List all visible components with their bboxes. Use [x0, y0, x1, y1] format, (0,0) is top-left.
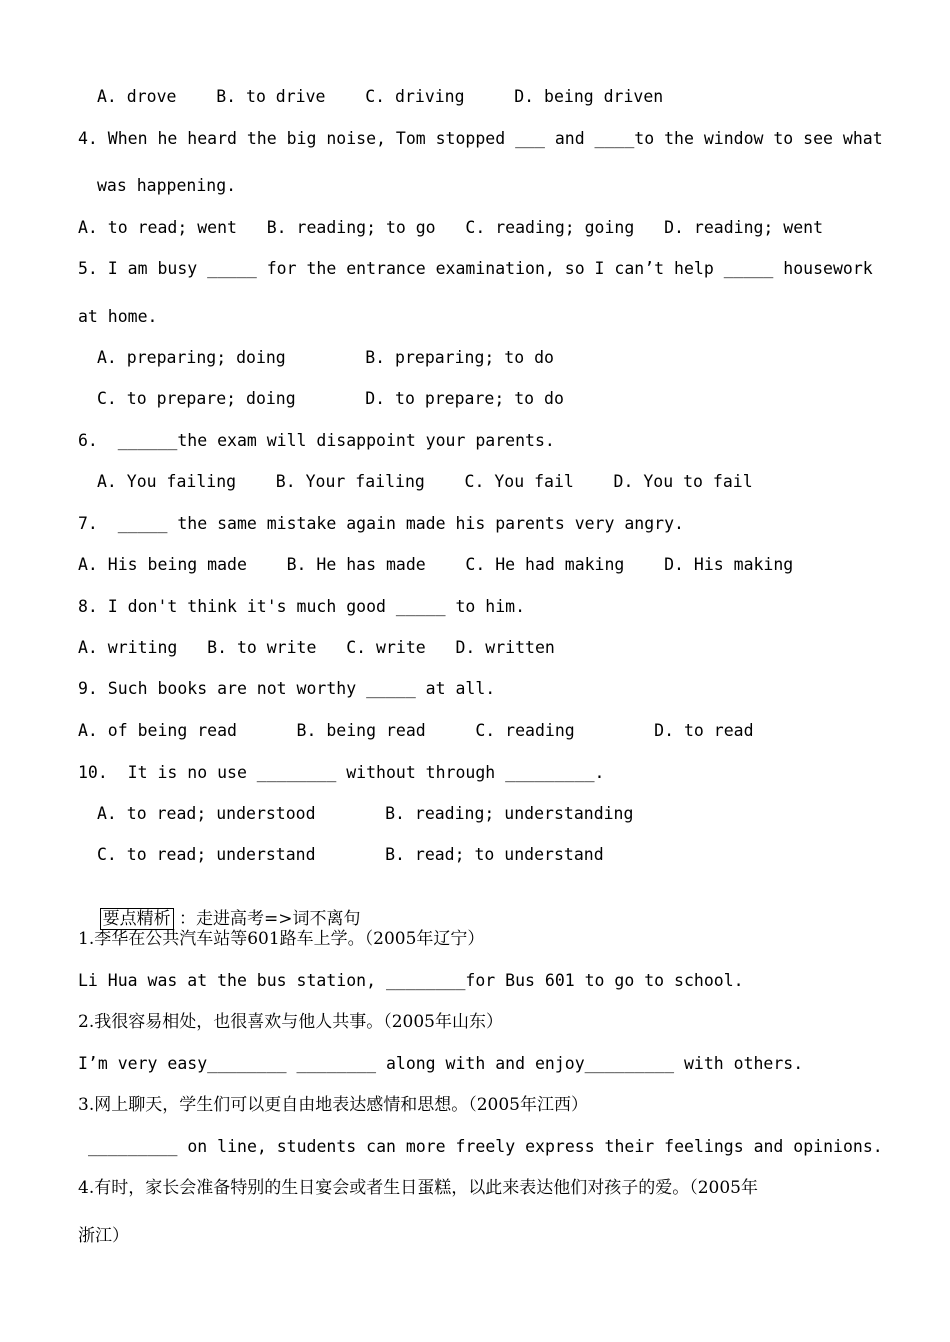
options-4: A. to read; went B. reading; to go C. reading; going D. reading; went [78, 218, 824, 237]
options-10-ab: A. to read; understood B. reading; understanding [97, 804, 634, 823]
question-4: 4. When he heard the big noise, Tom stopped ___ and ____to the window to see what [78, 129, 883, 148]
options-5-cd: C. to prepare; doing D. to prepare; to do [97, 389, 564, 408]
question-6: 6. ______the exam will disappoint your parents. [78, 431, 555, 450]
question-9: 9. Such books are not worthy _____ at all. [78, 679, 496, 698]
translation-4-cn-cont: 浙江） [78, 1226, 129, 1246]
options-9: A. of being read B. being read C. reading D. to read [78, 721, 754, 740]
section-label: 要点精析 [100, 908, 174, 930]
translation-1-en: Li Hua was at the bus station, ________for Bus 601 to go to school. [78, 971, 744, 990]
options-6: A. You failing B. Your failing C. You fail D. You to fail [97, 472, 753, 491]
question-5-cont: at home. [78, 307, 158, 326]
options-5-ab: A. preparing; doing B. preparing; to do [97, 348, 554, 367]
options-10-cd: C. to read; understand B. read; to understand [97, 845, 604, 864]
translation-2-cn: 2.我很容易相处，也很喜欢与他人共事。（2005年山东） [78, 1012, 503, 1032]
translation-2-en: I’m very easy________ ________ along with and enjoy_________ with others. [78, 1054, 804, 1073]
translation-4-cn: 4.有时，家长会准备特别的生日宴会或者生日蛋糕，以此来表达他们对孩子的爱。（2005年 [78, 1178, 758, 1198]
options-7: A. His being made B. He has made C. He had making D. His making [78, 555, 794, 574]
translation-3-cn: 3.网上聊天，学生们可以更自由地表达感情和思想。（2005年江西） [78, 1095, 588, 1115]
options-8: A. writing B. to write C. write D. written [78, 638, 555, 657]
option-line-3: A. drove B. to drive C. driving D. being driven [97, 87, 664, 106]
section-subtitle: ：走进高考=>词不离句 [173, 909, 361, 929]
question-7: 7. _____ the same mistake again made his parents very angry. [78, 514, 684, 533]
translation-3-en: _________ on line, students can more freely express their feelings and opinions. [88, 1137, 883, 1156]
translation-1-cn: 1.李华在公共汽车站等601路车上学。（2005年辽宁） [78, 929, 485, 949]
question-8: 8. I don't think it's much good _____ to him. [78, 597, 526, 616]
question-10: 10. It is no use ________ without through _________. [78, 763, 605, 782]
question-4-cont: was happening. [97, 176, 237, 195]
question-5: 5. I am busy _____ for the entrance examination, so I can’t help _____ housework [78, 259, 873, 278]
